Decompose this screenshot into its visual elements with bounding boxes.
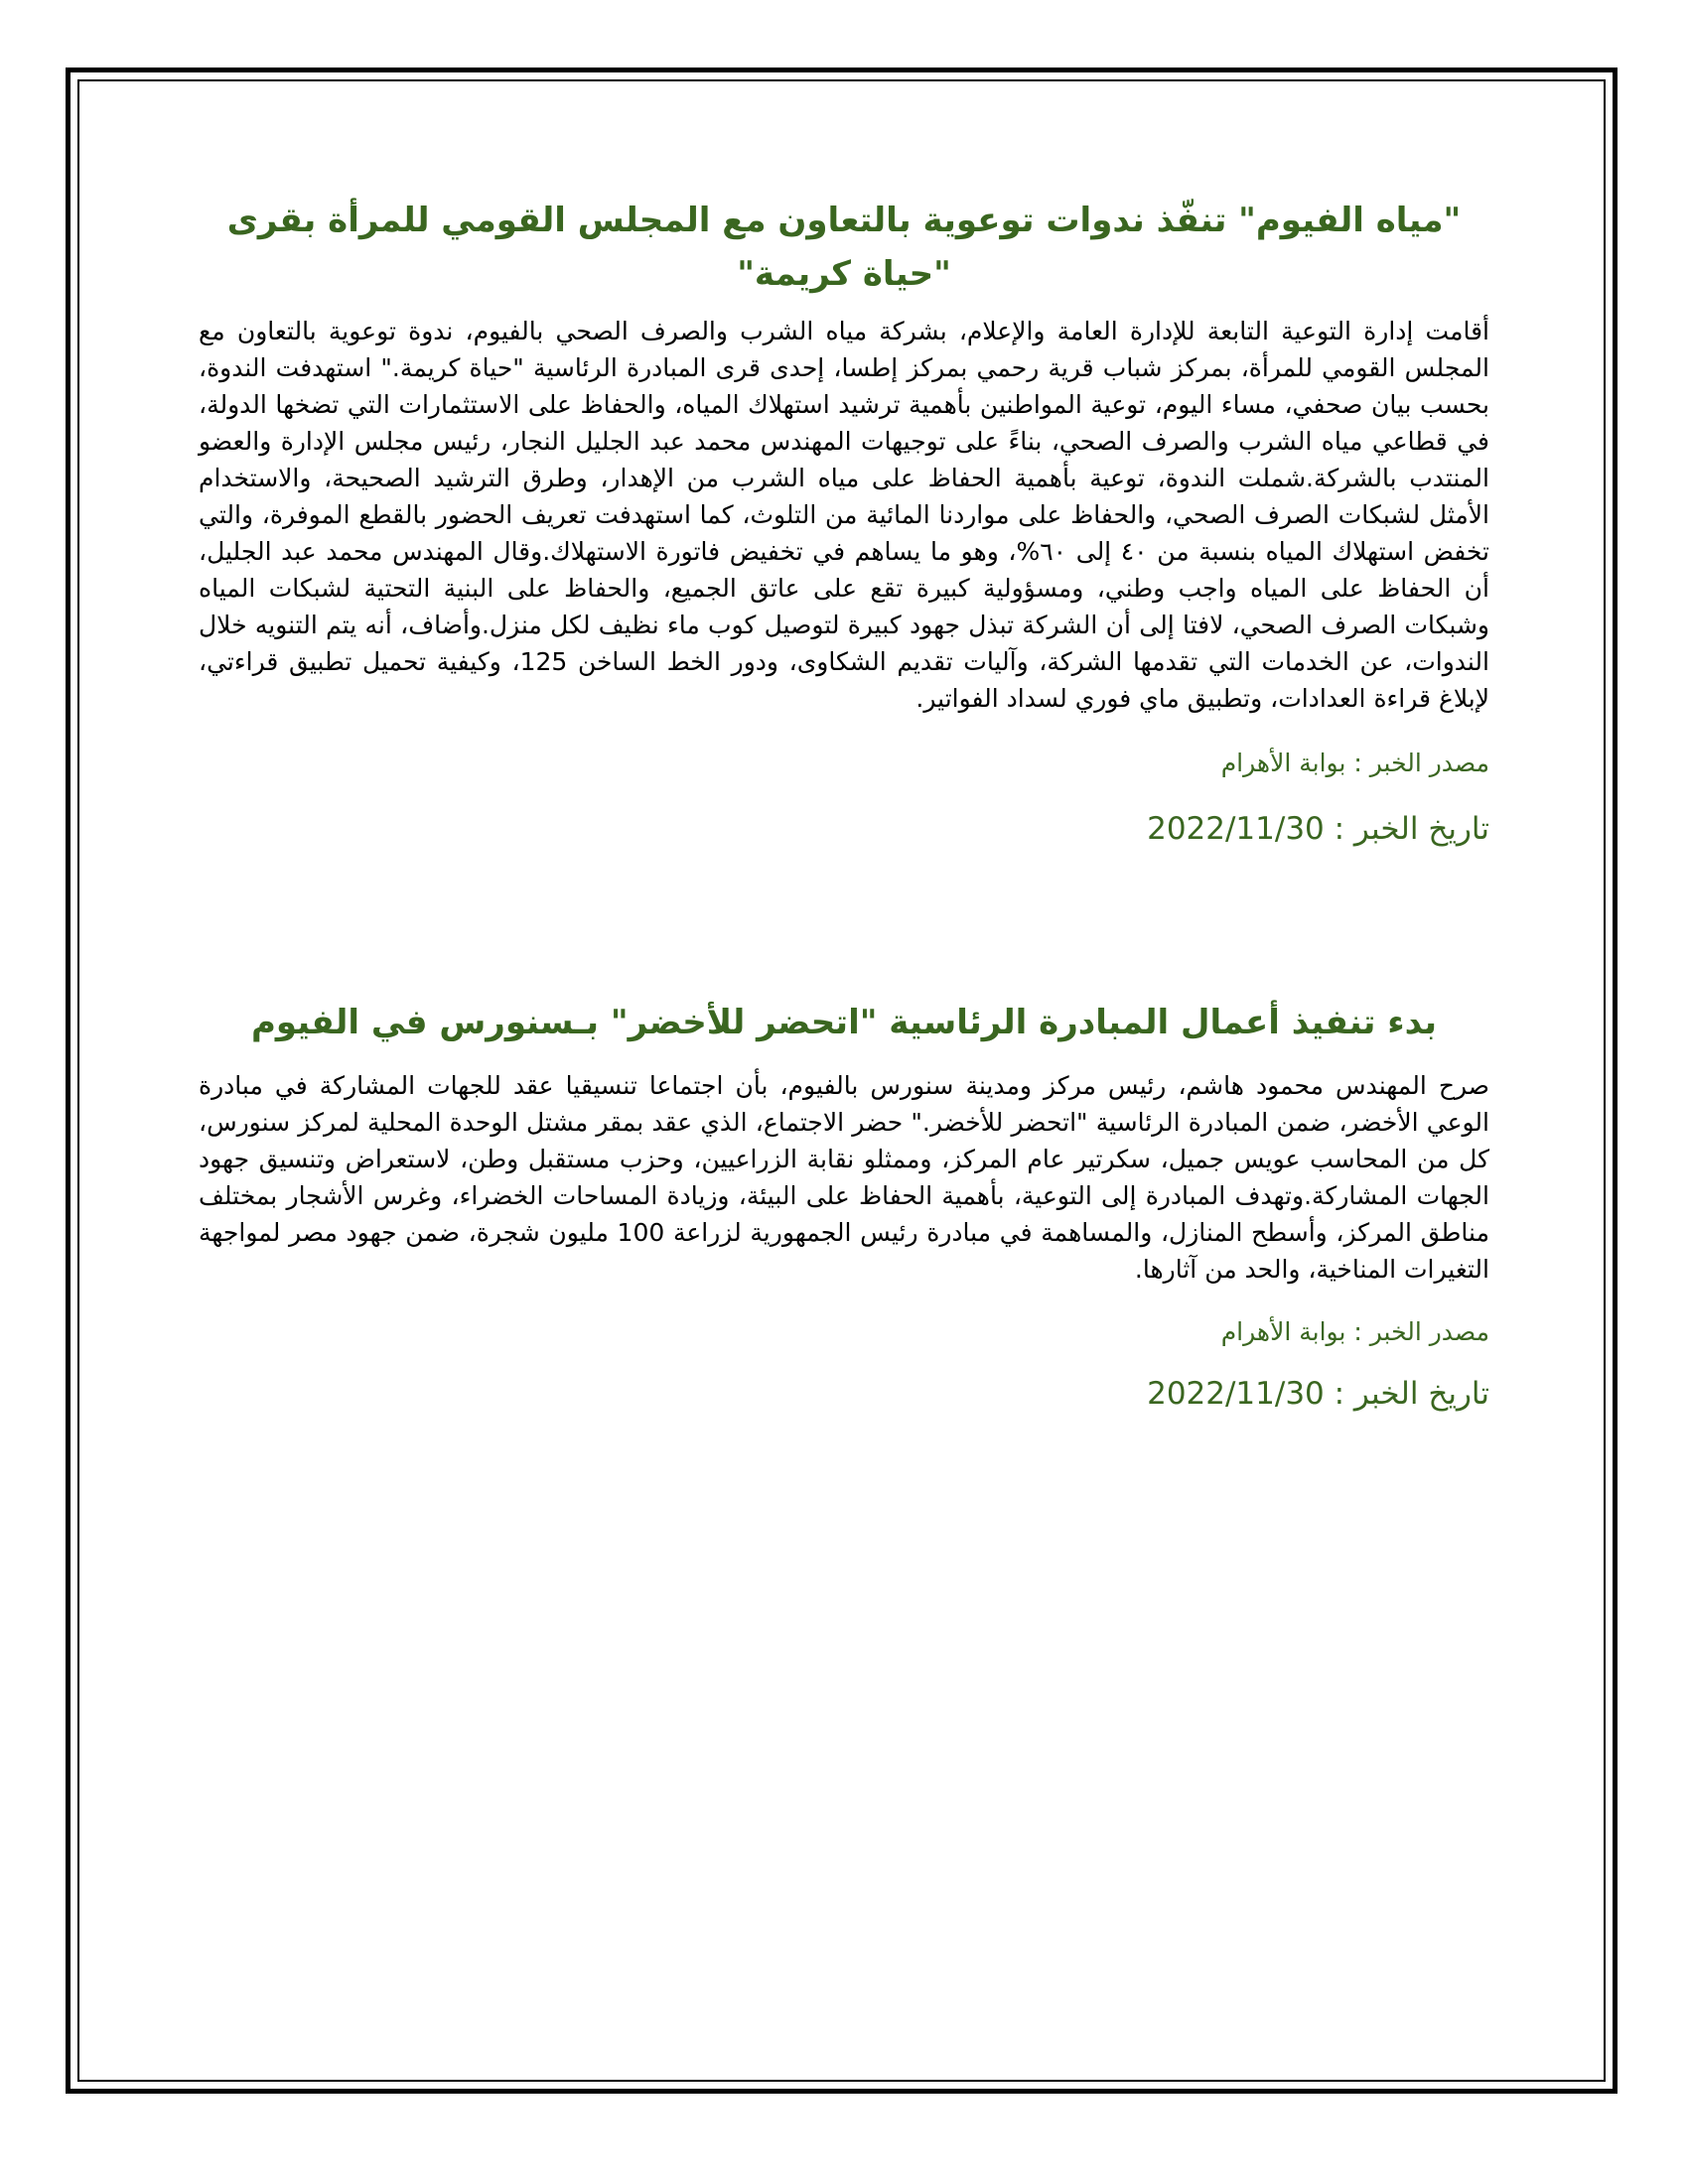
article-body: صرح المهندس محمود هاشم، رئيس مركز ومدينة سنورس بالفيوم، بأن اجتماعا تنسيقيا عقد للجهات المشاركة في مبادرة الوعي الأخضر، ضمن المبادرة الرئاسية "اتحضر للأخضر." حضر الاجتماع، الذي عقد بمقر مشتل الوحدة المحلية لمركز سنورس، كل من المحاسب عويس جميل، سكرتير عام المركز، وممثلو نقابة الزراعيين، وحزب مستقبل وطن، لاستعراض وتنسيق جهود الجهات المشاركة.وتهدف المبادرة إلى التوعية، بأهمية الحفاظ على البيئة، وزيادة المساحات الخضراء، وغرس الأشجار بمختلف مناطق المركز، وأسطح المنازل، والمساهمة في مبادرة رئيس الجمهورية لزراعة 100 مليون شجرة، ضمن جهود مصر لمواجهة التغيرات المناخية، والحد من آثارها. (199, 1071, 1489, 1284)
article-title: بدء تنفيذ أعمال المبادرة الرئاسية "اتحضر للأخضر" بـسنورس في الفيوم (251, 1003, 1437, 1042)
document-content (199, 194, 1489, 1412)
news-source: مصدر الخبر : بوابة الأهرام (1220, 749, 1489, 777)
article-body: أقامت إدارة التوعية التابعة للإدارة العامة والإعلام، بشركة مياه الشرب والصرف الصحي بالفيوم، ندوة توعوية بالتعاون مع المجلس القومي للمرأة، بمركز شباب قرية رحمي بمركز إطسا، إحدى قرى المبادرة الرئاسية "حياة كريمة." استهدفت الندوة، بحسب بيان صحفي، مساء اليوم، توعية المواطنين بأهمية ترشيد استهلاك المياه، والحفاظ على الاستثمارات التي تضخها الدولة، في قطاعي مياه الشرب والصرف الصحي، بناءً على توجيهات المهندس محمد عبد الجليل النجار، رئيس مجلس الإدارة والعضو المنتدب بالشركة.شملت الندوة، توعية بأهمية الحفاظ على مياه الشرب من الإهدار، وطرق الترشيد الصحيحة، والاستخدام الأمثل لشبكات الصرف الصحي، والحفاظ على مواردنا المائية من التلوث، كما استهدفت تعريف الحضور بالقطع الموفرة، والتي تخفض استهلاك المياه بنسبة من ٤٠ إلى ٦٠%، وهو ما يساهم في تخفيض فاتورة الاستهلاك.وقال المهندس محمد عبد الجليل، أن الحفاظ على المياه واجب وطني، ومسؤولية كبيرة تقع على عاتق الجميع، والحفاظ على البنية التحتية لشبكات المياه وشبكات الصرف الصحي، لافتا إلى أن الشركة تبذل جهود كبيرة لتوصيل كوب ماء نظيف لكل منزل.وأضاف، أنه يتم التنويه خلال الندوات، عن الخدمات التي تقدمها الشركة، وآليات تقديم الشكاوى، ودور الخط الساخن 125، وكيفية تحميل تطبيق قراءتي، لإبلاغ قراءة العدادات، وتطبيق ماي فوري لسداد الفواتير. (199, 317, 1489, 713)
article-title: "مياه الفيوم" تنفّذ ندوات توعوية بالتعاون مع المجلس القومي للمرأة بقرى "حياة كريمة" (226, 201, 1462, 294)
news-article (199, 996, 1489, 1412)
news-source: مصدر الخبر : بوابة الأهرام (1220, 1317, 1489, 1346)
news-date: تاريخ الخبر : 2022/11/30 (1147, 811, 1489, 847)
news-article (199, 194, 1489, 847)
news-date: تاريخ الخبر : 2022/11/30 (1147, 1376, 1489, 1412)
